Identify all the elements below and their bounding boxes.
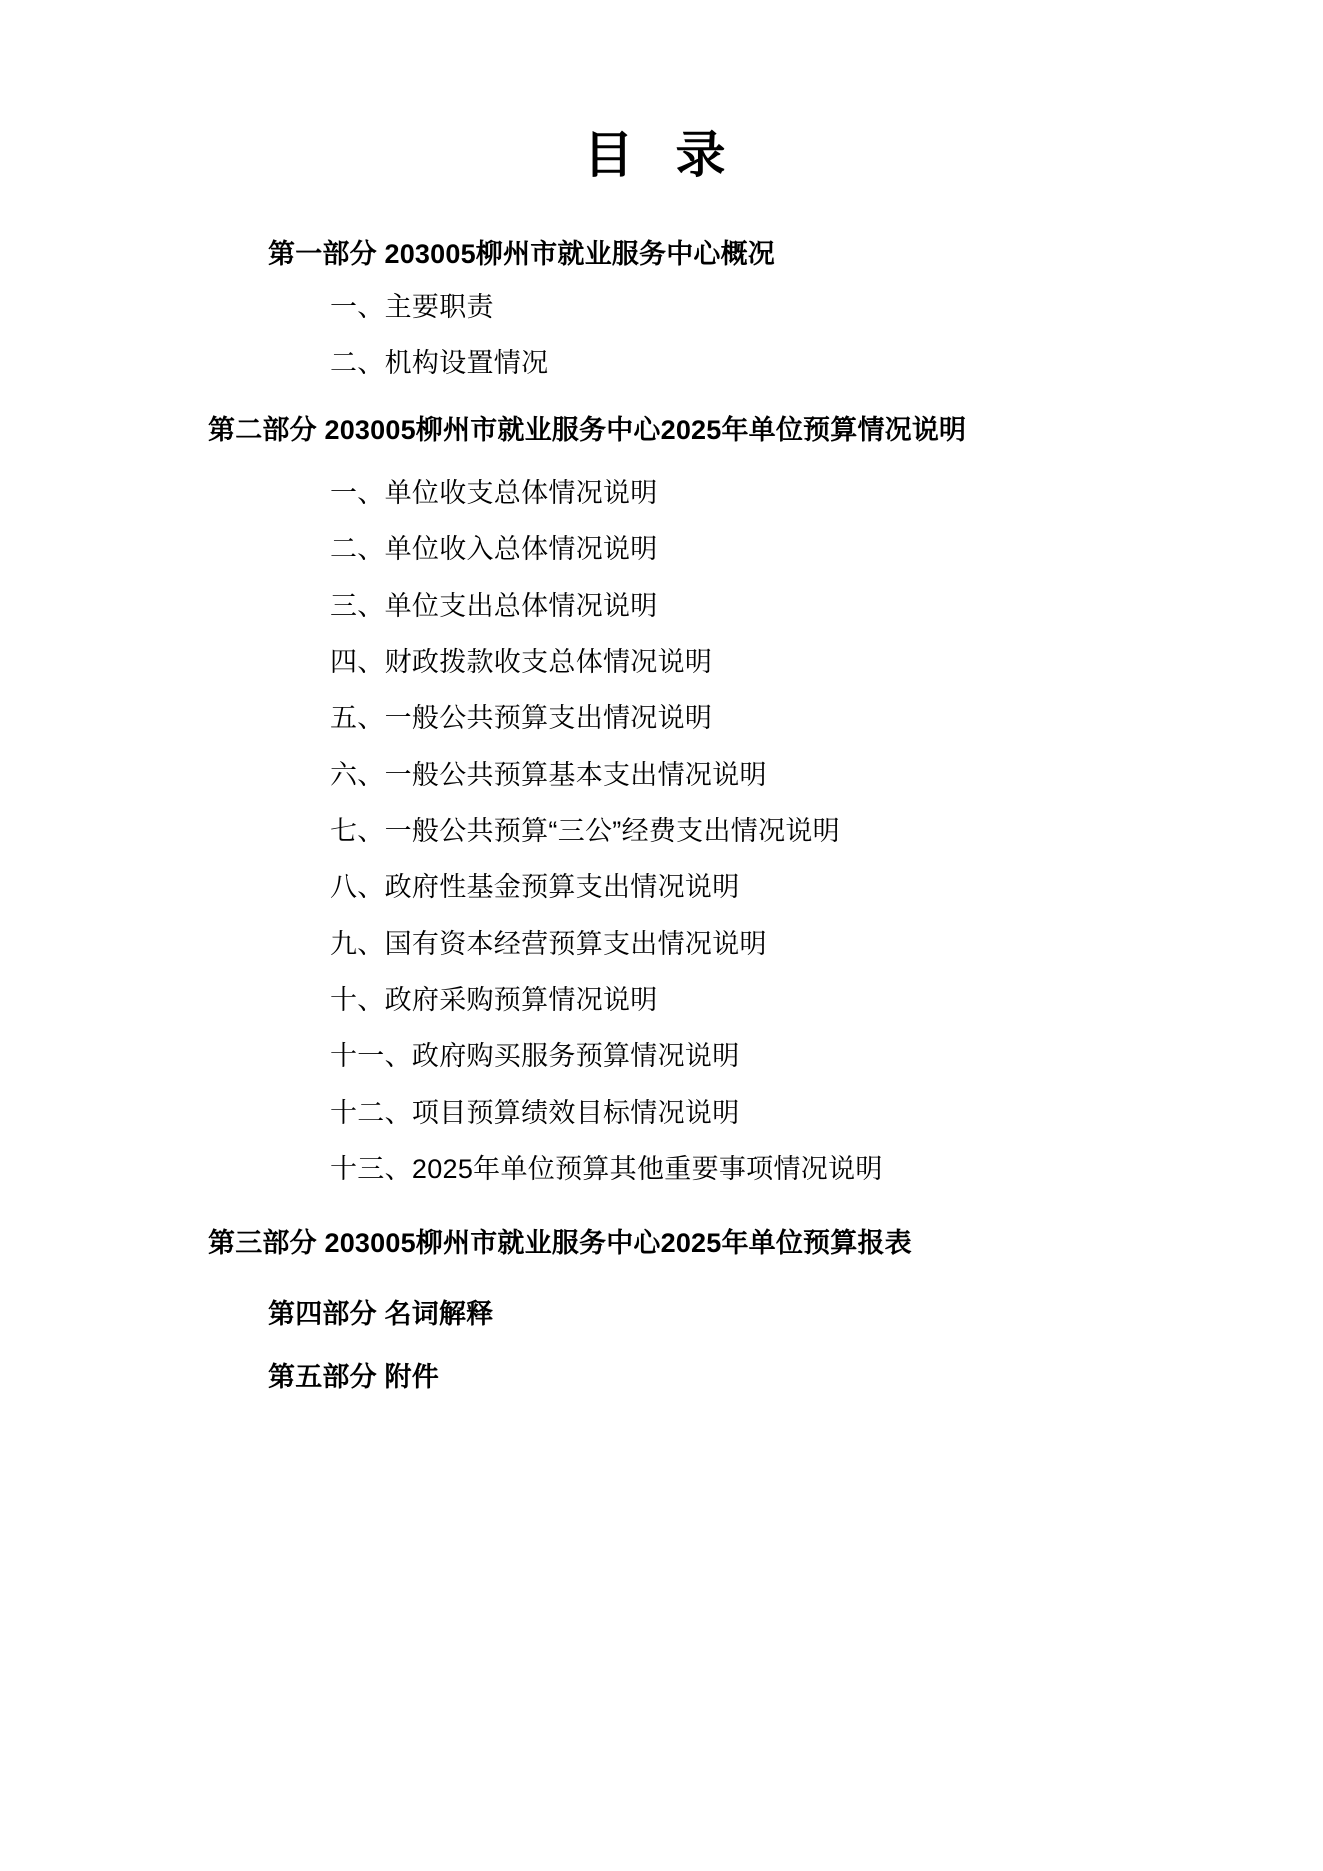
toc-item-2-12[interactable]: 十二、项目预算绩效目标情况说明 (330, 1097, 740, 1128)
toc-item-2-13[interactable]: 十三、2025年单位预算其他重要事项情况说明 (330, 1153, 883, 1184)
toc-item-2-7[interactable]: 七、一般公共预算“三公”经费支出情况说明 (330, 815, 840, 846)
toc-part-4[interactable]: 第四部分 名词解释 (268, 1299, 494, 1330)
toc-item-2-8[interactable]: 八、政府性基金预算支出情况说明 (330, 872, 740, 903)
toc-part-1[interactable]: 第一部分 203005柳州市就业服务中心概况 (268, 239, 775, 269)
toc-item-2-9[interactable]: 九、国有资本经营预算支出情况说明 (330, 928, 767, 959)
toc-item-2-2[interactable]: 二、单位收入总体情况说明 (330, 534, 658, 565)
toc-part-2[interactable]: 第二部分 203005柳州市就业服务中心2025年单位预算情况说明 (208, 414, 967, 445)
toc-item-2-10[interactable]: 十、政府采购预算情况说明 (330, 984, 658, 1015)
toc-item-1-2[interactable]: 二、机构设置情况 (330, 348, 549, 379)
table-of-contents (0, 235, 1323, 1398)
toc-item-2-4[interactable]: 四、财政拨款收支总体情况说明 (330, 646, 713, 677)
toc-item-2-11[interactable]: 十一、政府购买服务预算情况说明 (330, 1041, 740, 1072)
toc-part-5[interactable]: 第五部分 附件 (268, 1362, 439, 1393)
toc-item-2-5[interactable]: 五、一般公共预算支出情况说明 (330, 703, 713, 734)
toc-item-2-3[interactable]: 三、单位支出总体情况说明 (330, 590, 658, 621)
toc-item-1-1[interactable]: 一、主要职责 (330, 292, 494, 323)
page-title: 目 录 (583, 127, 740, 183)
toc-part-3[interactable]: 第三部分 203005柳州市就业服务中心2025年单位预算报表 (208, 1228, 912, 1259)
toc-item-2-6[interactable]: 六、一般公共预算基本支出情况说明 (330, 759, 767, 790)
toc-item-2-1[interactable]: 一、单位收支总体情况说明 (330, 477, 658, 508)
